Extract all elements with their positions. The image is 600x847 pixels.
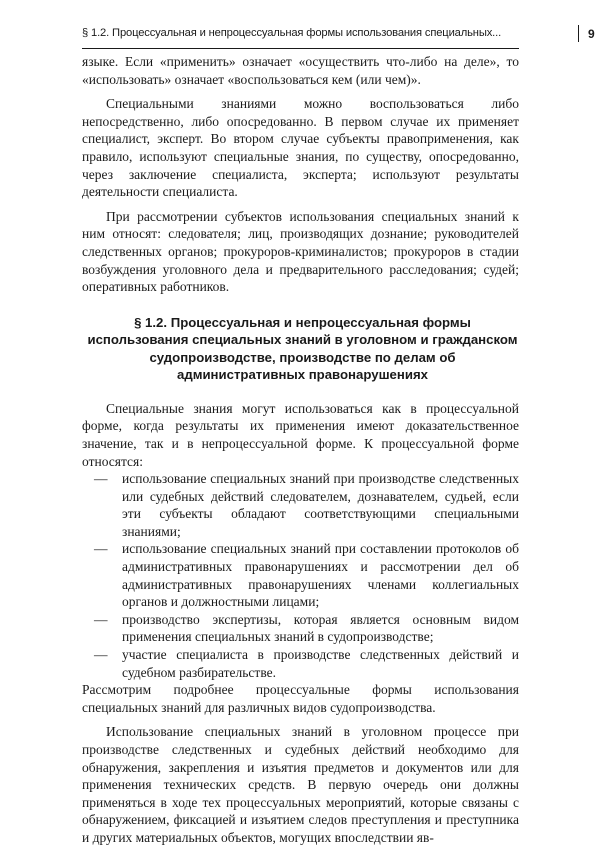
- list-item: [82, 611, 519, 646]
- section-intro-paragraph: Специальные знания могут использоваться как в процессуальной форме, когда результаты их применения имеют доказательственное значение, так и в непроцессуальной форме. К процессуальной форме относятся:: [82, 400, 519, 469]
- list-item: [82, 646, 519, 681]
- body-text: [82, 53, 519, 847]
- dash-marker: —: [94, 647, 108, 663]
- paragraph: Рассмотрим подробнее процессуальные формы использования специальных знаний для различных видов судопроизводства.: [82, 682, 519, 715]
- paragraph: При рассмотрении субъектов использования специальных знаний к ним относят: следователя; лиц, производящих дознание; руководителей следственных органов; прокуроров-криминалистов; прокуроров в стадии возбуждения уголовного дела и предварительного расследования; судей; оперативных работников.: [82, 208, 519, 295]
- dash-marker: —: [94, 541, 108, 557]
- header-rule: [82, 48, 519, 49]
- running-header: [82, 27, 595, 43]
- list-item: [82, 470, 519, 540]
- section-heading: § 1.2. Процессуальная и непроцессуальная формы использования специальных знаний в уголовном и гражданском судопроизводстве, производстве по делам об административных правонарушениях: [87, 314, 518, 383]
- running-header-separator: [578, 25, 579, 42]
- running-header-title: § 1.2. Процессуальная и непроцессуальная формы использования специальных...: [82, 27, 502, 39]
- forms-list: [82, 470, 519, 681]
- list-item-text: использование специальных знаний при производстве следственных или судебных действий следователем, дознавателем, судьей, если эти субъекты обладают соответствующими специальными знаниями;: [122, 471, 519, 539]
- list-item-text: участие специалиста в производстве следственных действий и судебном разбирательстве.: [122, 647, 519, 680]
- list-item-text: производство экспертизы, которая является основным видом применения специальных знаний в судопроизводстве;: [122, 611, 519, 645]
- list-item: [82, 540, 519, 610]
- dash-marker: —: [94, 471, 108, 487]
- paragraph: языке. Если «применить» означает «осуществить что-либо на деле», то «использовать» означает «воспользоваться кем (или чем)».: [82, 54, 519, 87]
- list-item-text: использование специальных знаний при составлении протоколов об административных правонарушениях и рассмотрении дел об административных правонарушениях членами коллегиальных органов и должностными лицами;: [122, 541, 519, 610]
- page-number: 9: [588, 27, 595, 41]
- paragraph: Использование специальных знаний в уголовном процессе при производстве следственных и судебных действий необходимо для обнаружения, закрепления и изъятия предметов и документов или для применения технических средств. В первую очередь они должны применяться в ходе тех процессуальных мероприятий, которые связаны с обнаружением, фиксацией и изъятием следов преступления и преступника и других материальных объектов, могущих впоследствии яв-: [82, 724, 519, 845]
- dash-marker: —: [94, 611, 108, 627]
- paragraph: Специальными знаниями можно воспользоваться либо непосредственно, либо опосредованно. В первом случае их применяет специалист, эксперт. Во втором случае субъекты правоприменения, как правило, используют специальные знания, по существу, опосредованно, через заключение специалиста, эксперта; используют результаты деятельности специалиста.: [82, 96, 519, 200]
